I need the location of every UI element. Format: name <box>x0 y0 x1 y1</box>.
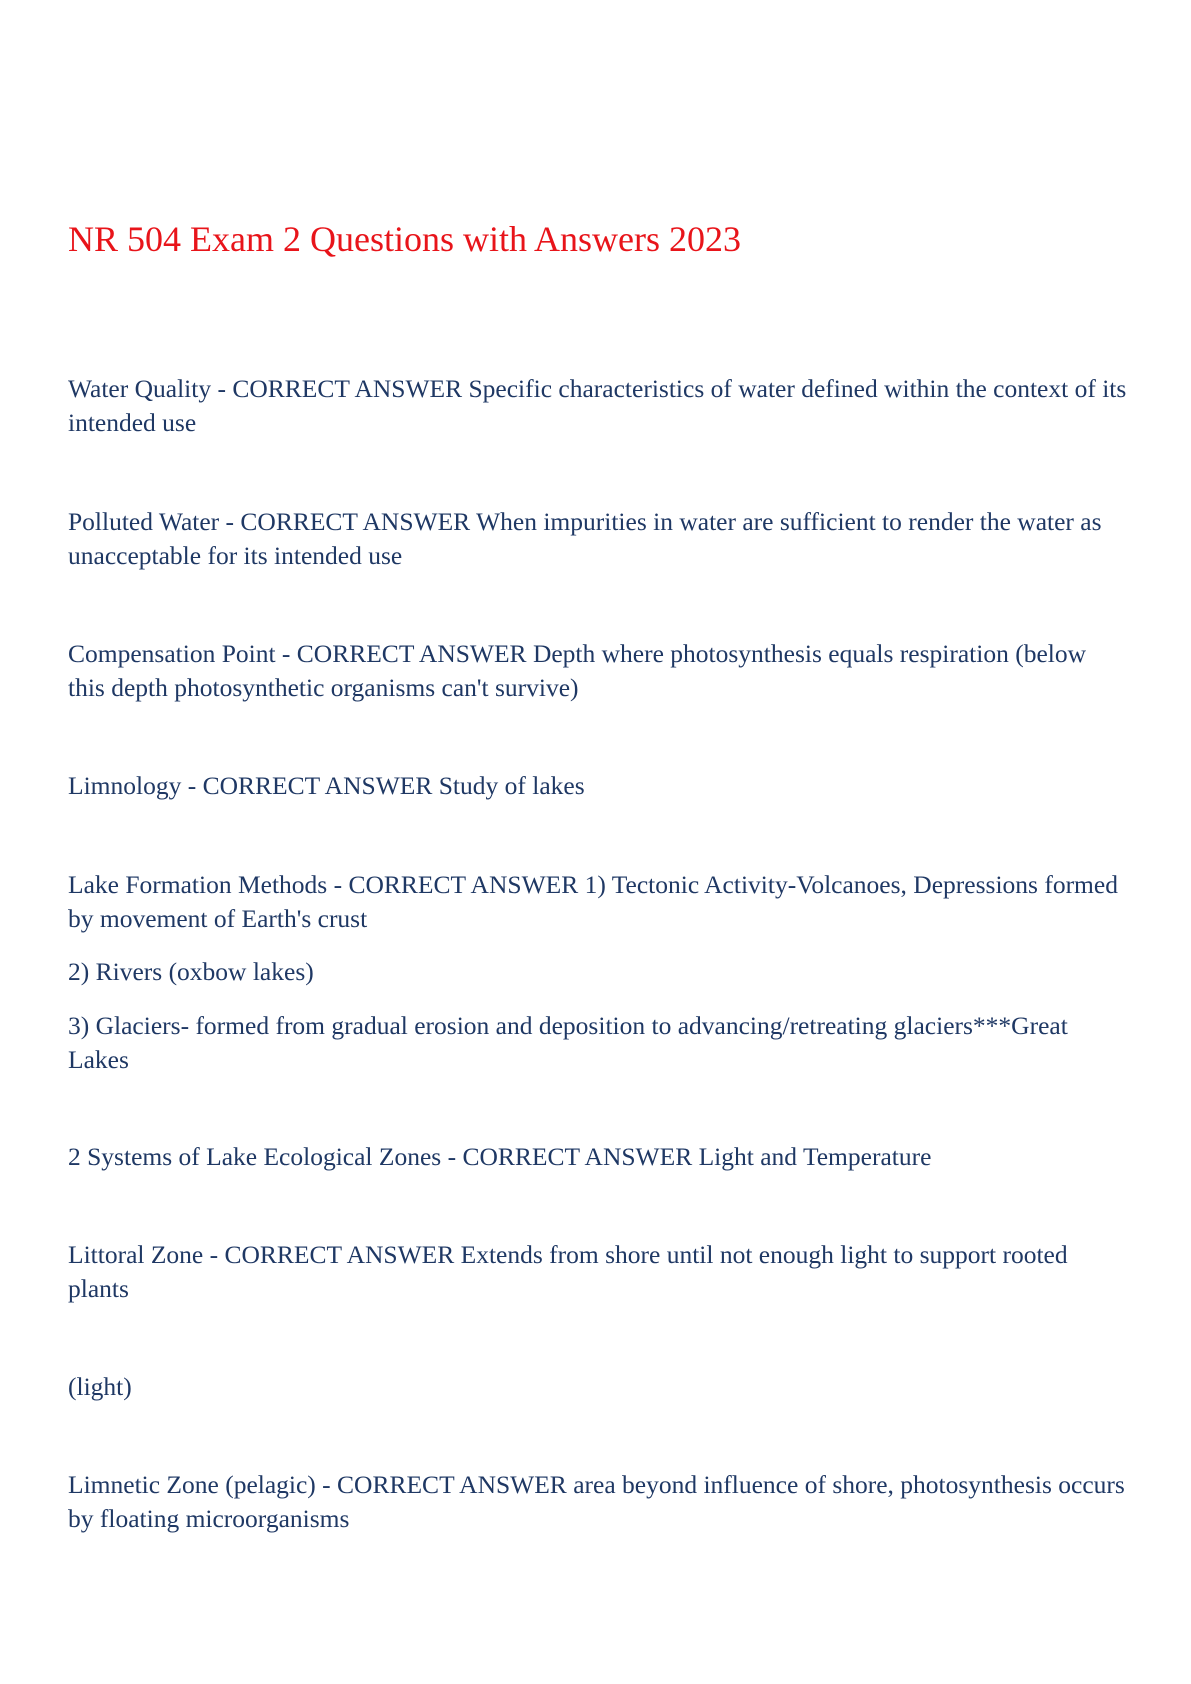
document-title: NR 504 Exam 2 Questions with Answers 2023 <box>68 219 741 259</box>
qa-littoral-light: (light) <box>68 1372 132 1401</box>
qa-littoral-zone: Littoral Zone - CORRECT ANSWER Extends from shore until not enough light to support rooted plants <box>68 1240 1068 1303</box>
qa-ecological-zones: 2 Systems of Lake Ecological Zones - CORRECT ANSWER Light and Temperature <box>68 1142 932 1171</box>
qa-polluted-water: Polluted Water - CORRECT ANSWER When impurities in water are sufficient to render the water as unacceptable for its intended use <box>68 507 1102 570</box>
qa-lake-formation-rivers: 2) Rivers (oxbow lakes) <box>68 957 314 986</box>
qa-lake-formation-methods: Lake Formation Methods - CORRECT ANSWER 1) Tectonic Activity-Volcanoes, Depressions formed by movement of Earth's crust <box>68 870 1118 933</box>
qa-lake-formation-glaciers: 3) Glaciers- formed from gradual erosion and deposition to advancing/retreating glaciers***Great Lakes <box>68 1011 1068 1074</box>
qa-compensation-point: Compensation Point - CORRECT ANSWER Depth where photosynthesis equals respiration (below this depth photosynthetic organisms can't survive) <box>68 639 1087 702</box>
qa-water-quality: Water Quality - CORRECT ANSWER Specific characteristics of water defined within the context of its intended use <box>68 374 1127 437</box>
qa-limnetic-zone: Limnetic Zone (pelagic) - CORRECT ANSWER area beyond influence of shore, photosynthesis occurs by floating microorganisms <box>68 1470 1125 1533</box>
qa-limnology: Limnology - CORRECT ANSWER Study of lakes <box>68 771 585 800</box>
